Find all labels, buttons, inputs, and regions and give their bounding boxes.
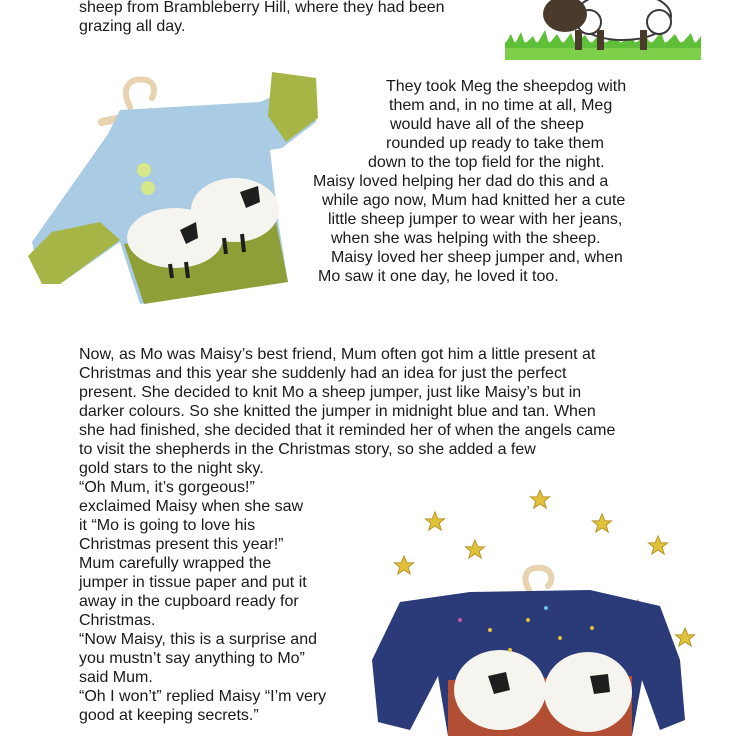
dialogue-line-7: away in the cupboard ready for bbox=[79, 593, 299, 610]
para2-line-6: to visit the shepherds in the Christmas story, so she added a few bbox=[79, 441, 536, 458]
para1-line-1: They took Meg the sheepdog with bbox=[386, 78, 627, 95]
para2-line-5: she had finished, she decided that it reminded her of when the angels came bbox=[79, 422, 616, 439]
dialogue-line-9: “Now Maisy, this is a surprise and bbox=[79, 631, 317, 648]
para1-line-2: them and, in no time at all, Meg bbox=[389, 97, 613, 114]
gold-star-icon bbox=[531, 490, 550, 508]
dialogue-line-13: good at keeping secrets.” bbox=[79, 707, 259, 724]
dialogue-line-1: “Oh Mum, it’s gorgeous!” bbox=[79, 479, 255, 496]
dialogue-line-11: said Mum. bbox=[79, 669, 153, 686]
gold-star-icon bbox=[395, 556, 414, 574]
para1-line-10: Maisy loved her sheep jumper and, when bbox=[331, 249, 623, 266]
dialogue-line-8: Christmas. bbox=[79, 612, 156, 629]
para1-line-4: rounded up ready to take them bbox=[386, 135, 604, 152]
gold-star-icon bbox=[426, 512, 445, 530]
para2-line-1: Now, as Mo was Maisy’s best friend, Mum often got him a little present at bbox=[79, 346, 596, 363]
para2-line-3: present. She decided to knit Mo a sheep jumper, just like Maisy’s but in bbox=[79, 384, 582, 401]
para1-line-7: while ago now, Mum had knitted her a cute bbox=[322, 192, 626, 209]
para1-line-3: would have all of the sheep bbox=[390, 116, 584, 133]
para2-line-7: gold stars to the night sky. bbox=[79, 460, 264, 477]
sheep-illustration bbox=[505, 0, 701, 60]
para1-line-6: Maisy loved helping her dad do this and a bbox=[313, 173, 609, 190]
dialogue-line-12: “Oh I won’t” replied Maisy “I’m very bbox=[79, 688, 327, 705]
para2-line-4: darker colours. So she knitted the jumper in midnight blue and tan. When bbox=[79, 403, 596, 420]
para1-line-9: when she was helping with the sheep. bbox=[331, 230, 601, 247]
dialogue-line-6: jumper in tissue paper and put it bbox=[79, 574, 307, 591]
dialogue-line-4: Christmas present this year!” bbox=[79, 536, 284, 553]
gold-star-icon bbox=[676, 628, 695, 646]
intro-line-1: sheep from Brambleberry Hill, where they had been bbox=[79, 0, 445, 16]
gold-star-icon bbox=[649, 536, 668, 554]
para1-line-8: little sheep jumper to wear with her jeans, bbox=[328, 211, 623, 228]
para1-line-5: down to the top field for the night. bbox=[368, 154, 605, 171]
gold-star-icon bbox=[593, 514, 612, 532]
dialogue-line-10: you mustn’t say anything to Mo” bbox=[79, 650, 305, 667]
dialogue-line-3: it “Mo is going to love his bbox=[79, 517, 256, 534]
dialogue-line-2: exclaimed Maisy when she saw bbox=[79, 498, 304, 515]
blue-sheep-jumper-photo bbox=[20, 72, 320, 312]
para1-line-11: Mo saw it one day, he loved it too. bbox=[318, 268, 559, 285]
gold-star-icon bbox=[466, 540, 485, 558]
para2-line-2: Christmas and this year she suddenly had an idea for just the perfect bbox=[79, 365, 567, 382]
navy-christmas-jumper-photo bbox=[360, 480, 700, 736]
dialogue-line-5: Mum carefully wrapped the bbox=[79, 555, 272, 572]
intro-line-2: grazing all day. bbox=[79, 18, 186, 35]
